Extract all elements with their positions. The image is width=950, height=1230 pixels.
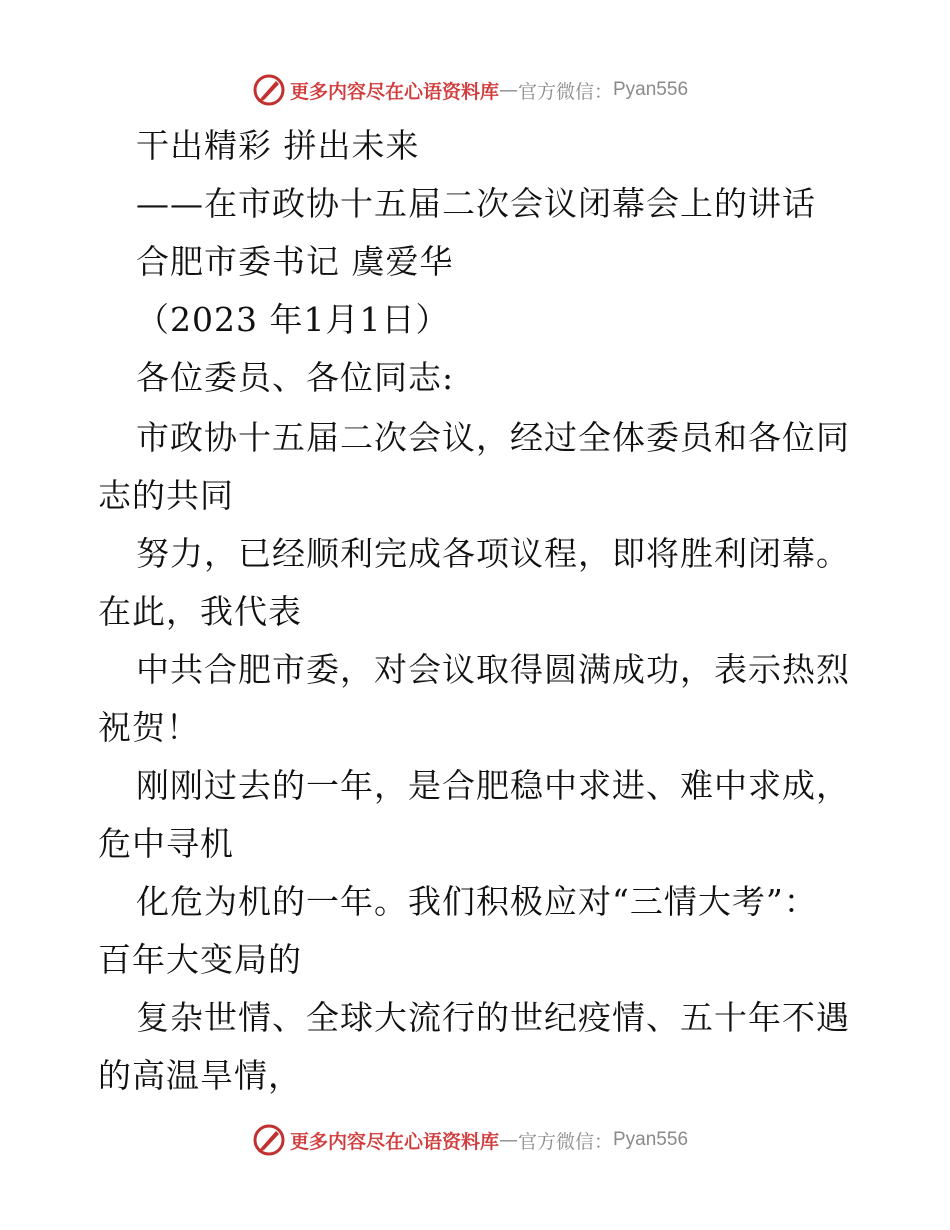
paragraph-line: 市政协十五届二次会议，经过全体委员和各位同 [136,418,850,457]
banner-main-text: 更多内容尽在心语资料库 [289,1130,499,1153]
paragraph-line: 祝贺！ [98,708,200,747]
document-salutation: 各位委员、各位同志: [136,358,455,397]
paragraph-line: 危中寻机 [98,824,234,863]
paragraph-line: 努力，已经顺利完成各项议程，即将胜利闭幕。 [136,534,850,573]
banner-dash: — [498,1129,518,1151]
paragraph-line: 复杂世情、全球大流行的世纪疫情、五十年不遇 [136,998,850,1037]
document-date: （2023 年1月1日） [136,300,450,339]
paragraph-line: 化危为机的一年。我们积极应对“三情大考”： [136,882,818,921]
paragraph-line: 在此，我代表 [98,592,302,631]
paragraph-line: 百年大变局的 [98,940,302,979]
banner-dash: — [498,79,518,101]
paragraph-line: 中共合肥市委，对会议取得圆满成功，表示热烈 [136,650,850,689]
quill-logo-icon [252,1123,286,1157]
document-title: 干出精彩 拼出未来 [136,126,420,165]
footer-watermark-banner [0,1120,950,1160]
banner-wechat-id: Pyan556 [613,1129,689,1150]
banner-main-text: 更多内容尽在心语资料库 [289,80,499,103]
paragraph-line: 的高温旱情， [98,1056,302,1095]
banner-wechat-id: Pyan556 [613,79,689,100]
banner-wechat-label: 官方微信： [517,1130,613,1153]
document-subtitle: ——在市政协十五届二次会议闭幕会上的讲话 [136,184,816,223]
document-author: 合肥市委书记 虞爱华 [136,242,454,281]
paragraph-line: 刚刚过去的一年，是合肥稳中求进、难中求成， [136,766,850,805]
paragraph-line: 志的共同 [98,476,234,515]
banner-wechat-label: 官方微信： [517,80,613,103]
